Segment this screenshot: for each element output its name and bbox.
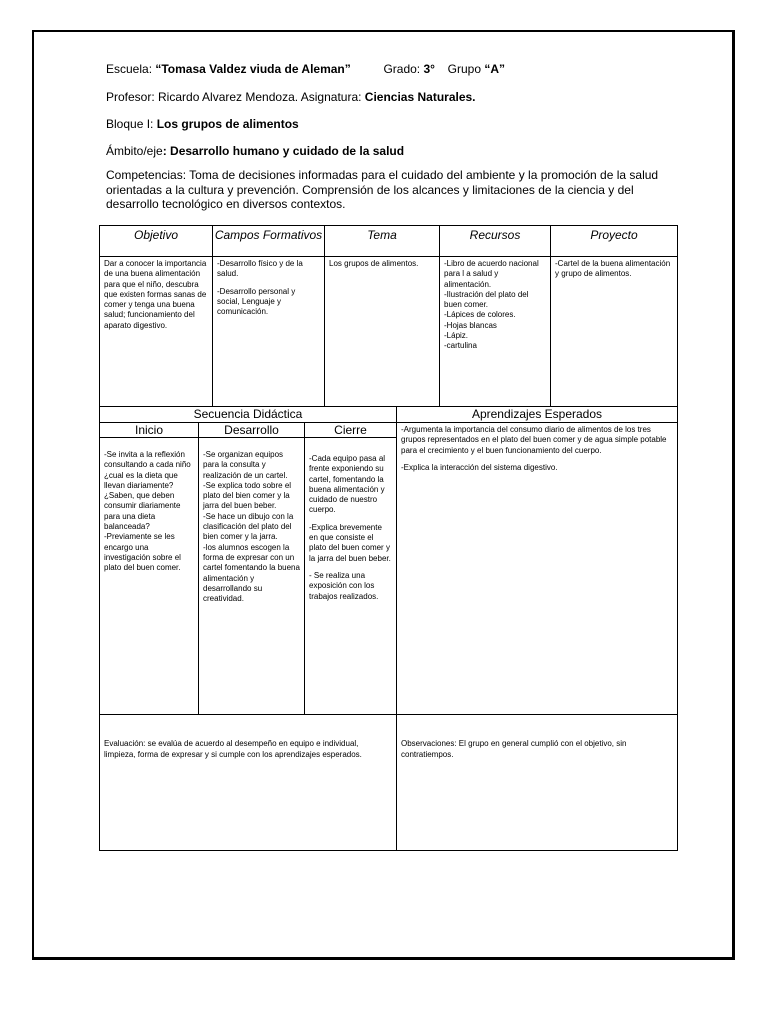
bloque-value: Los grupos de alimentos — [156, 117, 299, 131]
grado-label: Grado: — [383, 62, 424, 76]
cierre-cell — [305, 438, 397, 715]
header-campos: Campos Formativos — [213, 226, 325, 257]
profesor-line — [106, 90, 476, 104]
header-inicio: Inicio — [100, 423, 199, 438]
desarrollo-item: -Se hace un dibujo con la clasificación del plato del bien comer y la jarra. — [203, 511, 294, 542]
desarrollo-item: -Se explica todo sobre el plato del bien comer y la jarra del buen beber. — [203, 480, 292, 511]
secuencia-table — [99, 406, 678, 851]
header-objetivo: Objetivo — [100, 226, 213, 257]
asignatura-value: Ciencias Naturales. — [364, 90, 476, 104]
bloque-label: Bloque I: — [106, 117, 157, 131]
observaciones-cell — [397, 715, 678, 851]
recurso-item: -Libro de acuerdo nacional para l a salud y alimentación. — [444, 259, 539, 289]
proyecto-text: -Cartel de la buena alimentación y grupo de alimentos. — [555, 259, 671, 279]
inicio-cell — [100, 438, 199, 715]
objetivo-text: Dar a conocer la importancia de una buena alimentación para que el niño, descubra que existen formas sanas de comer y tenga una buena salud; funcionamiento del aparato digestivo. — [104, 259, 207, 330]
ambito-line — [106, 144, 404, 158]
desarrollo-item: -los alumnos escogen la forma de expresar con un cartel fomentando la buena alimentación y desarrollando su creatividad. — [203, 542, 300, 604]
header-desarrollo: Desarrollo — [199, 423, 305, 438]
recurso-item: -Lápices de colores. — [444, 310, 516, 320]
header-cierre: Cierre — [305, 423, 397, 438]
plan-table — [99, 225, 678, 407]
cierre-item: -Cada equipo pasa al frente exponiendo su cartel, fomentando la buena alimentación y cuidado de nuestro cuerpo. — [309, 454, 386, 515]
header-recursos: Recursos — [440, 226, 551, 257]
campos-cell — [213, 257, 325, 407]
grupo-label: Grupo — [447, 62, 485, 76]
escuela-value: “Tomasa Valdez viuda de Aleman” — [155, 62, 351, 76]
aprendizaje-item: -Explica la interacción del sistema digestivo. — [401, 462, 558, 472]
recurso-item: -Hojas blancas — [444, 320, 497, 330]
ambito-label: Ámbito/eje — [106, 144, 163, 158]
inicio-item: -Previamente se les encargo una investigación sobre el plato del buen comer. — [104, 532, 181, 573]
inicio-item: -Se invita a la reflexión consultando a cada niño ¿cual es la dieta que llevan diariamente? ¿Saben, que deben consumir diariamente para una dieta balanceada? — [104, 450, 191, 532]
tema-cell — [325, 257, 440, 407]
campos-item: -Desarrollo físico y de la salud. — [217, 259, 303, 279]
evaluacion-cell — [100, 715, 397, 851]
escuela-label: Escuela: — [106, 62, 156, 76]
objetivo-cell — [100, 257, 213, 407]
observaciones-text: Observaciones: El grupo en general cumplió con el objetivo, sin contratiempos. — [401, 739, 627, 759]
bloque-line — [106, 117, 299, 131]
aprendizajes-cell — [397, 423, 678, 715]
tema-text: Los grupos de alimentos. — [329, 259, 419, 268]
recursos-cell — [440, 257, 551, 407]
recurso-item: -Lápiz. — [444, 331, 469, 341]
recurso-item: -cartulina — [444, 341, 477, 351]
header-tema: Tema — [325, 226, 440, 257]
ambito-value: : Desarrollo humano y cuidado de la salud — [162, 144, 405, 158]
aprendizaje-item: -Argumenta la importancia del consumo diario de alimentos de los tres grupos representados en el plato del buen comer y de agua simple potable para el crecimiento y el buen funcionamiento del cuerpo. — [401, 425, 667, 455]
cierre-item: - Se realiza una exposición con los trabajos realizados. — [309, 570, 379, 601]
campos-item: -Desarrollo personal y social, Lenguaje y comunicación. — [217, 286, 296, 317]
proyecto-cell — [551, 257, 678, 407]
evaluacion-text: Evaluación: se evalúa de acuerdo al desempeño en equipo e individual, limpieza, forma de expresar y si cumple con los aprendizajes esperados. — [104, 739, 362, 759]
secuencia-title: Secuencia Didáctica — [100, 407, 397, 423]
competencias-text: Competencias: Toma de decisiones informadas para el cuidado del ambiente y la promoción de la salud orientadas a la cultura y prevención. Comprensión de los alcances y limitaciones de la ciencia y del desarrollo tecnológico en diversos contextos. — [106, 168, 659, 211]
grupo-value: “A” — [484, 62, 506, 76]
escuela-line — [106, 62, 505, 76]
cierre-item: -Explica brevemente en que consiste el plato del buen comer y la jarra del buen beber. — [309, 522, 391, 563]
grado-value: 3° — [423, 62, 435, 76]
recurso-item: -Ilustración del plato del buen comer. — [444, 289, 529, 310]
desarrollo-item: -Se organizan equipos para la consulta y realización de un cartel. — [203, 450, 288, 480]
aprendizajes-title: Aprendizajes Esperados — [397, 407, 678, 423]
desarrollo-cell — [199, 438, 305, 715]
header-proyecto: Proyecto — [551, 226, 678, 257]
profesor-label: Profesor: Ricardo Alvarez Mendoza. Asignatura: — [106, 90, 365, 104]
